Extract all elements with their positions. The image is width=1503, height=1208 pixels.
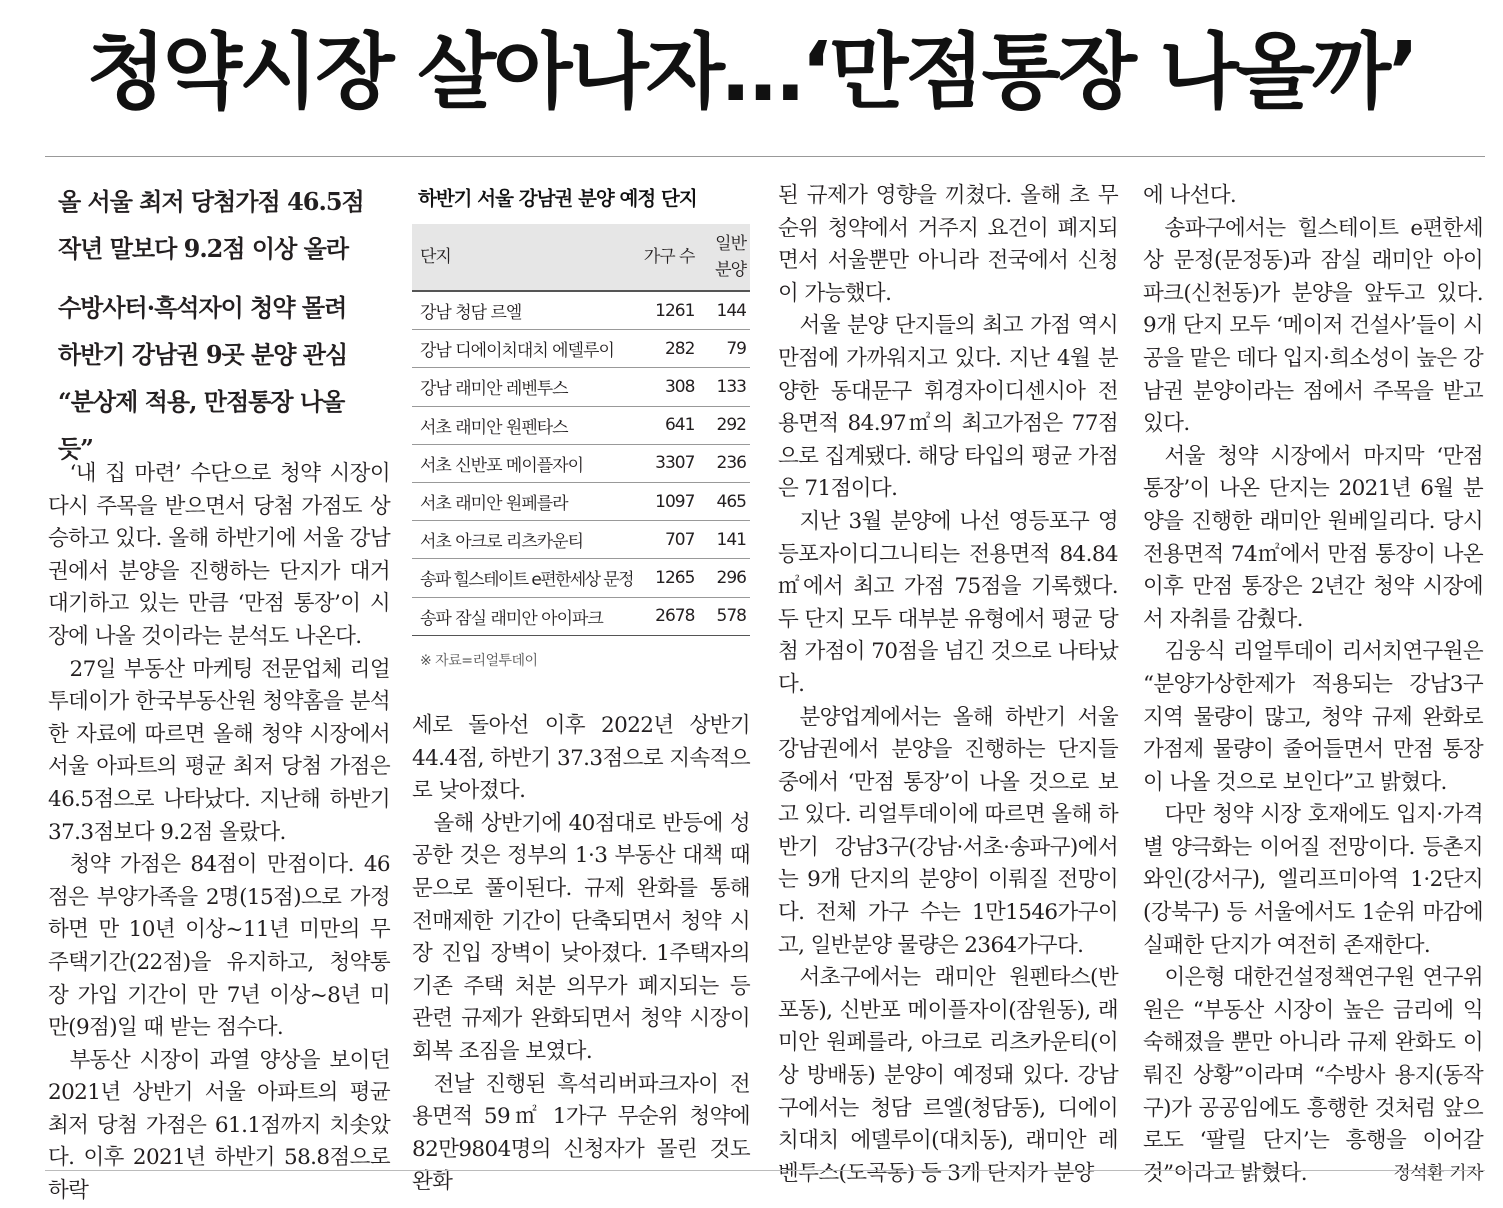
cell-name: 강남 래미안 레벤투스 xyxy=(412,368,637,406)
table-row xyxy=(412,291,750,330)
paragraph: 세로 돌아선 이후 2022년 상반기 44.4점, 하반기 37.3점으로 지속적으로 낮아졌다. xyxy=(412,713,750,804)
cell-households: 707 xyxy=(637,521,698,559)
cell-name: 송파 잠실 래미안 아이파크 xyxy=(412,597,637,635)
cell-name: 서초 신반포 메이플자이 xyxy=(412,444,637,482)
bottom-divider xyxy=(45,1170,1485,1171)
table-header-row xyxy=(412,224,750,291)
cell-name: 송파 힐스테이트 e편한세상 문정 xyxy=(412,559,637,597)
table-row xyxy=(412,368,750,406)
cell-name: 서초 래미안 원페를라 xyxy=(412,482,637,520)
cell-households: 1265 xyxy=(637,559,698,597)
article-column-1 xyxy=(48,458,390,1208)
cell-name: 강남 청담 르엘 xyxy=(412,291,637,330)
cell-name: 서초 아크로 리츠카운티 xyxy=(412,521,637,559)
paragraph: ‘내 집 마련’ 수단으로 청약 시장이 다시 주목을 받으면서 당첨 가점도 상승하고 있다. 올해 하반기에 서울 강남권에서 분양을 진행하는 단지가 대거 대기하고 있는 만큼 ‘만점 통장’이 시장에 나올 것이라는 분석도 나온다. xyxy=(48,461,390,649)
headline-divider xyxy=(45,156,1485,157)
headline: 청약시장 살아나자…‘만점통장 나올까’ xyxy=(86,25,1417,120)
subheadline-4: 하반기 강남권 9곳 분양 관심 xyxy=(58,340,348,369)
paragraph: 에 나선다. xyxy=(1143,183,1237,208)
paragraph: 전날 진행된 흑석리버파크자이 전용면적 59㎡ 1가구 무순위 청약에 82만9804명의 신청자가 몰린 것도 완화 xyxy=(412,1071,750,1195)
table-row xyxy=(412,559,750,597)
article-column-2 xyxy=(412,710,750,1199)
paragraph: 서울 분양 단지들의 최고 가점 역시 만점에 가까워지고 있다. 지난 4월 분양한 동대문구 휘경자이디센시아 전용면적 84.97㎡의 최고가점은 77점으로 집계됐다. 해당 타입의 평균 가점은 71점이다. xyxy=(778,313,1118,502)
byline: 정석환 기자 xyxy=(1393,1162,1483,1184)
cell-general: 133 xyxy=(698,368,750,406)
cell-general: 141 xyxy=(698,521,750,559)
subheadline-3: 수방사터·흑석자이 청약 몰려 xyxy=(58,293,347,322)
cell-households: 282 xyxy=(637,330,698,368)
paragraph: 27일 부동산 마케팅 전문업체 리얼투데이가 한국부동산원 청약홈을 분석한 자료에 따르면 올해 청약 시장에서 서울 아파트의 평균 최저 당첨 가점은 46.5점으로 나타났다. 지난해 하반기 37.3점보다 9.2점 올랐다. xyxy=(48,656,390,845)
table-source-note: ※ 자료=리얼투데이 xyxy=(420,653,538,669)
cell-general: 465 xyxy=(698,482,750,520)
column-header-households: 가구 수 xyxy=(637,224,698,291)
paragraph: 김웅식 리얼투데이 리서치연구원은 “분양가상한제가 적용되는 강남3구 지역 물량이 많고, 청약 규제 완화로 가점제 물량이 줄어들면서 만점 통장이 나올 것으로 보인다”고 밝혔다. xyxy=(1143,639,1483,795)
column-header-general: 일반 분양 xyxy=(698,224,750,291)
paragraph: 서초구에서는 래미안 원펜타스(반포동), 신반포 메이플자이(잠원동), 래미안 원페를라, 아크로 리츠카운티(이상 방배동) 분양이 예정돼 있다. 강남구에서는 청담 르엘(청담동), 디에이치대치 에델루이(대치동), 래미안 레벤투스(도곡동) 등 3개 단지가 분양 xyxy=(778,965,1118,1186)
article-column-4 xyxy=(1143,180,1483,1190)
table-row xyxy=(412,444,750,482)
table-row xyxy=(412,521,750,559)
cell-general: 79 xyxy=(698,330,750,368)
paragraph: 된 규제가 영향을 끼쳤다. 올해 초 무순위 청약에서 거주지 요건이 폐지되면서 서울뿐만 아니라 전국에서 신청이 가능했다. xyxy=(778,183,1118,306)
cell-general: 144 xyxy=(698,291,750,330)
cell-households: 308 xyxy=(637,368,698,406)
cell-general: 292 xyxy=(698,406,750,444)
paragraph: 지난 3월 분양에 나선 영등포구 영등포자이디그니티는 전용면적 84.84㎡에서 최고 가점 75점을 기록했다. 두 단지 모두 대부분 유형에서 평균 당첨 가점이 70점을 넘긴 것으로 나타났다. xyxy=(778,508,1118,697)
column-header-name: 단지 xyxy=(412,224,637,291)
cell-general: 236 xyxy=(698,444,750,482)
paragraph: 다만 청약 시장 호재에도 입지·가격별 양극화는 이어질 전망이다. 등촌지와인(강서구), 엘리프미아역 1·2단지(강북구) 등 서울에서도 1순위 마감에 실패한 단지가 여전히 존재한다. xyxy=(1143,802,1483,958)
cell-households: 1261 xyxy=(637,291,698,330)
cell-general: 296 xyxy=(698,559,750,597)
table-row xyxy=(412,482,750,520)
paragraph-text: 이은형 대한건설정책연구원 연구위원은 “부동산 시장이 높은 금리에 익숙해졌을 뿐만 아니라 규제 완화도 이뤄진 상황”이라며 “수방사 용지(동작구)가 공공임에도 흥행한 것처럼 앞으로도 ‘팔릴 단지’는 흥행을 이어갈 것”이라고 밝혔다. xyxy=(1143,965,1483,1186)
paragraph: 청약 가점은 84점이 만점이다. 46점은 부양가족을 2명(15점)으로 가정하면 만 10년 이상~11년 미만의 무주택기간(22점)을 유지하고, 청약통장 가입 기간이 만 7년 이상~8년 미만(9점)일 때 받는 점수다. xyxy=(48,852,390,1041)
cell-households: 641 xyxy=(637,406,698,444)
presale-units-table xyxy=(412,224,750,636)
subheadline-block xyxy=(58,178,378,472)
paragraph: 분양업계에서는 올해 하반기 서울 강남권에서 분양을 진행하는 단지들 중에서 ‘만점 통장’이 나올 것으로 보고 있다. 리얼투데이에 따르면 올해 하반기 강남3구(강남·서초·송파구)에서는 9개 단지의 분양이 이뤄질 전망이다. 전체 가구 수는 1만1546가구이고, 일반분양 물량은 2364가구다. xyxy=(778,704,1118,958)
subheadline-5: “분상제 적용, 만점통장 나올듯” xyxy=(58,387,345,463)
subheadline-1: 올 서울 최저 당첨가점 46.5점 xyxy=(58,187,364,216)
table-row xyxy=(412,406,750,444)
cell-name: 강남 디에이치대치 에델루이 xyxy=(412,330,637,368)
cell-general: 578 xyxy=(698,597,750,635)
paragraph-last xyxy=(1143,962,1483,1190)
paragraph: 올해 상반기에 40점대로 반등에 성공한 것은 정부의 1·3 부동산 대책 때문으로 풀이된다. 규제 완화를 통해 전매제한 기간이 단축되면서 청약 시장 진입 장벽이 낮아졌다. 1주택자의 기존 주택 처분 의무가 폐지되는 등 관련 규제가 완화되면서 청약 시장이 회복 조짐을 보였다. xyxy=(412,810,750,1064)
paragraph: 부동산 시장이 과열 양상을 보이던 2021년 상반기 서울 아파트의 평균 최저 당첨 가점은 61.1점까지 치솟았다. 이후 2021년 하반기 58.8점으로 하락 xyxy=(48,1047,390,1204)
cell-households: 2678 xyxy=(637,597,698,635)
paragraph: 송파구에서는 힐스테이트 e편한세상 문정(문정동)과 잠실 래미안 아이파크(신천동)가 분양을 앞두고 있다. 9개 단지 모두 ‘메이저 건설사’들이 시공을 맡은 데다 입지·희소성이 높은 강남권 분양이라는 점에서 주목을 받고 있다. xyxy=(1143,215,1483,437)
cell-households: 3307 xyxy=(637,444,698,482)
table-title: 하반기 서울 강남권 분양 예정 단지 xyxy=(418,187,697,210)
table-row xyxy=(412,597,750,635)
table-row xyxy=(412,330,750,368)
paragraph: 서울 청약 시장에서 마지막 ‘만점 통장’이 나온 단지는 2021년 6월 분양을 진행한 래미안 원베일리다. 당시 전용면적 74㎡에서 만점 통장이 나온 이후 만점 통장은 2년간 청약 시장에서 자취를 감췄다. xyxy=(1143,443,1483,632)
cell-households: 1097 xyxy=(637,482,698,520)
article-column-3 xyxy=(778,180,1118,1190)
subheadline-2: 작년 말보다 9.2점 이상 올라 xyxy=(58,234,349,263)
cell-name: 서초 래미안 원펜타스 xyxy=(412,406,637,444)
